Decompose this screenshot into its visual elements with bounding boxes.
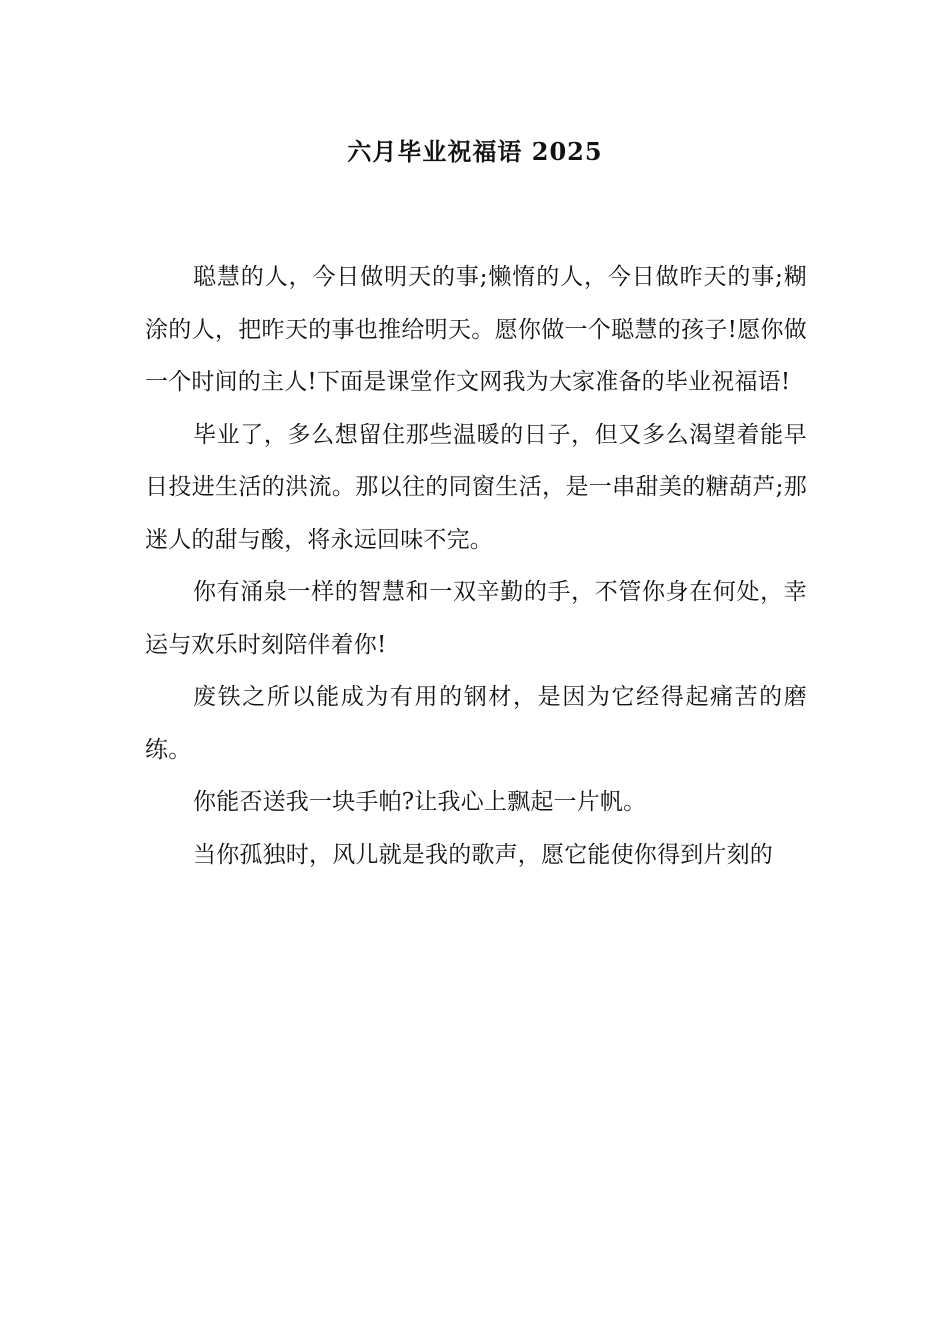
document-title: 六月毕业祝福语 2025 <box>347 137 603 166</box>
paragraph-1: 聪慧的人，今日做明天的事;懒惰的人，今日做昨天的事;糊涂的人，把昨天的事也推给明天。愿你做一个聪慧的孩子!愿你做一个时间的主人!下面是课堂作文网我为大家准备的毕业祝福语! <box>145 264 807 395</box>
paragraph-6: 当你孤独时，风儿就是我的歌声，愿它能使你得到片刻的 <box>193 841 773 868</box>
paragraph-2: 毕业了，多么想留住那些温暖的日子，但又多么渴望着能早日投进生活的洪流。那以往的同窗生活，是一串甜美的糖葫芦;那迷人的甜与酸，将永远回味不完。 <box>145 421 807 553</box>
paragraph-3: 你有涌泉一样的智慧和一双辛勤的手，不管你身在何处，幸运与欢乐时刻陪伴着你! <box>145 579 807 658</box>
paragraph-4: 废铁之所以能成为有用的钢材，是因为它经得起痛苦的磨练。 <box>145 684 807 763</box>
paragraph-5: 你能否送我一块手帕?让我心上飘起一片帆。 <box>193 789 647 815</box>
document-body <box>145 251 807 881</box>
